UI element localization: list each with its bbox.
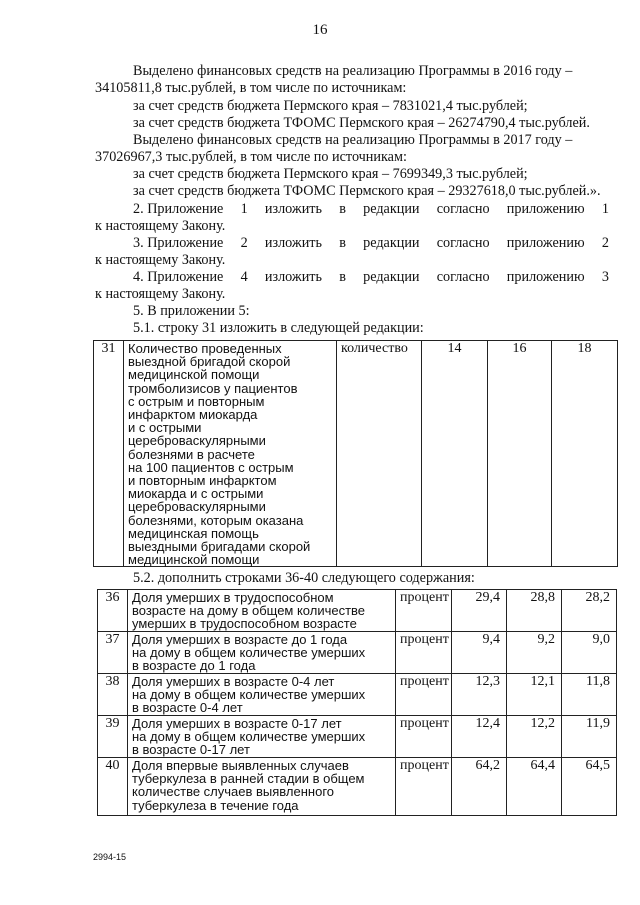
word: редакции [363,235,420,251]
unit-cell: процент [396,758,452,816]
word: приложению [506,201,585,217]
item-5-heading: 5. В приложении 5: [133,303,250,319]
word: в [339,235,346,251]
row-number: 31 [94,341,124,567]
word: согласно [436,201,490,217]
word: в [339,201,346,217]
unit-cell: процент [396,590,452,632]
row-number: 37 [98,632,128,674]
word: приложению [506,235,585,251]
word: 1 [601,201,609,217]
value-cell: 11,9 [562,716,617,758]
paragraph-2017-tfoms-budget: за счет средств бюджета ТФОМС Пермского края – 29327618,0 тыс.рублей.». [133,183,601,199]
word: изложить [264,235,322,251]
value-cell: 28,2 [562,590,617,632]
table-row [94,341,618,567]
paragraph-2017-intro: Выделено финансовых средств на реализацию Программы в 2017 году – [133,132,573,148]
value-cell: 9,2 [507,632,562,674]
value-cell: 11,8 [562,674,617,716]
unit-cell: количество [337,341,422,567]
table-row [98,632,617,674]
word: приложению [506,269,585,285]
paragraph-2016-regional-budget: за счет средств бюджета Пермского края – 7831021,4 тыс.рублей; [133,98,528,114]
value-cell: 14 [422,341,488,567]
value-cell: 12,3 [452,674,507,716]
table-row [98,716,617,758]
footer-document-code: 2994-15 [93,852,127,862]
item-2-continuation: к настоящему Закону. [95,218,226,234]
value-cell: 12,1 [507,674,562,716]
indicator-table-rows-36-40 [97,589,617,816]
word: изложить [264,201,322,217]
item-5-1-heading: 5.1. строку 31 изложить в следующей редакции: [133,320,424,336]
item-2-line [133,201,609,217]
indicator-name: Доля впервые выявленных случаев туберкулеза в ранней стадии в общем количестве случаев выявленного туберкулеза в течение года [128,758,396,816]
row-number: 39 [98,716,128,758]
item-4-line [133,269,609,285]
word: 3. Приложение [133,235,224,251]
paragraph-2016-total: 34105811,8 тыс.рублей, в том числе по источникам: [95,80,407,96]
item-3-continuation: к настоящему Закону. [95,252,226,268]
word: 4. Приложение [133,269,224,285]
table-row [98,758,617,816]
unit-cell: процент [396,674,452,716]
page-number: 16 [312,22,328,38]
word: редакции [363,201,420,217]
value-cell: 64,4 [507,758,562,816]
value-cell: 12,4 [452,716,507,758]
indicator-name: Доля умерших в возрасте 0-17 лет на дому в общем количестве умерших в возрасте 0-17 лет [128,716,396,758]
word: 2. Приложение [133,201,224,217]
word: согласно [436,269,490,285]
value-cell: 64,5 [562,758,617,816]
unit-cell: процент [396,632,452,674]
value-cell: 28,8 [507,590,562,632]
word: в [339,269,346,285]
row-number: 36 [98,590,128,632]
word: изложить [264,269,322,285]
value-cell: 18 [552,341,618,567]
indicator-name: Количество проведенных выездной бригадой скорой медицинской помощи тромболизисов у пациентов с острым и повторным инфарктом миокарда и с острыми цереброваскулярными болезнями в расчете на 100 пациентов с острым и повторным инфарктом миокарда и с острыми цереброваскулярными болезнями, которым оказана медицинская помощь выездными бригадами скорой медицинской помощи [124,341,337,567]
table-row [98,590,617,632]
word: согласно [436,235,490,251]
paragraph-2016-tfoms-budget: за счет средств бюджета ТФОМС Пермского края – 26274790,4 тыс.рублей. [133,115,590,131]
value-cell: 9,4 [452,632,507,674]
value-cell: 16 [488,341,552,567]
word: 3 [601,269,609,285]
indicator-name: Доля умерших в возрасте до 1 года на дому в общем количестве умерших в возрасте до 1 года [128,632,396,674]
word: 4 [240,269,248,285]
item-4-continuation: к настоящему Закону. [95,286,226,302]
indicator-name: Доля умерших в возрасте 0-4 лет на дому в общем количестве умерших в возрасте 0-4 лет [128,674,396,716]
paragraph-2016-intro: Выделено финансовых средств на реализацию Программы в 2016 году – [133,63,573,79]
unit-cell: процент [396,716,452,758]
row-number: 38 [98,674,128,716]
row-number: 40 [98,758,128,816]
paragraph-2017-total: 37026967,3 тыс.рублей, в том числе по источникам: [95,149,407,165]
word: 2 [240,235,248,251]
value-cell: 64,2 [452,758,507,816]
indicator-table-row-31 [93,340,618,567]
word: 1 [240,201,248,217]
indicator-name: Доля умерших в трудоспособном возрасте на дому в общем количестве умерших в трудоспособном возрасте [128,590,396,632]
item-5-2-heading: 5.2. дополнить строками 36-40 следующего содержания: [133,570,475,586]
paragraph-2017-regional-budget: за счет средств бюджета Пермского края – 7699349,3 тыс.рублей; [133,166,528,182]
value-cell: 12,2 [507,716,562,758]
value-cell: 9,0 [562,632,617,674]
item-3-line [133,235,609,251]
word: 2 [601,235,609,251]
word: редакции [363,269,420,285]
table-row [98,674,617,716]
value-cell: 29,4 [452,590,507,632]
